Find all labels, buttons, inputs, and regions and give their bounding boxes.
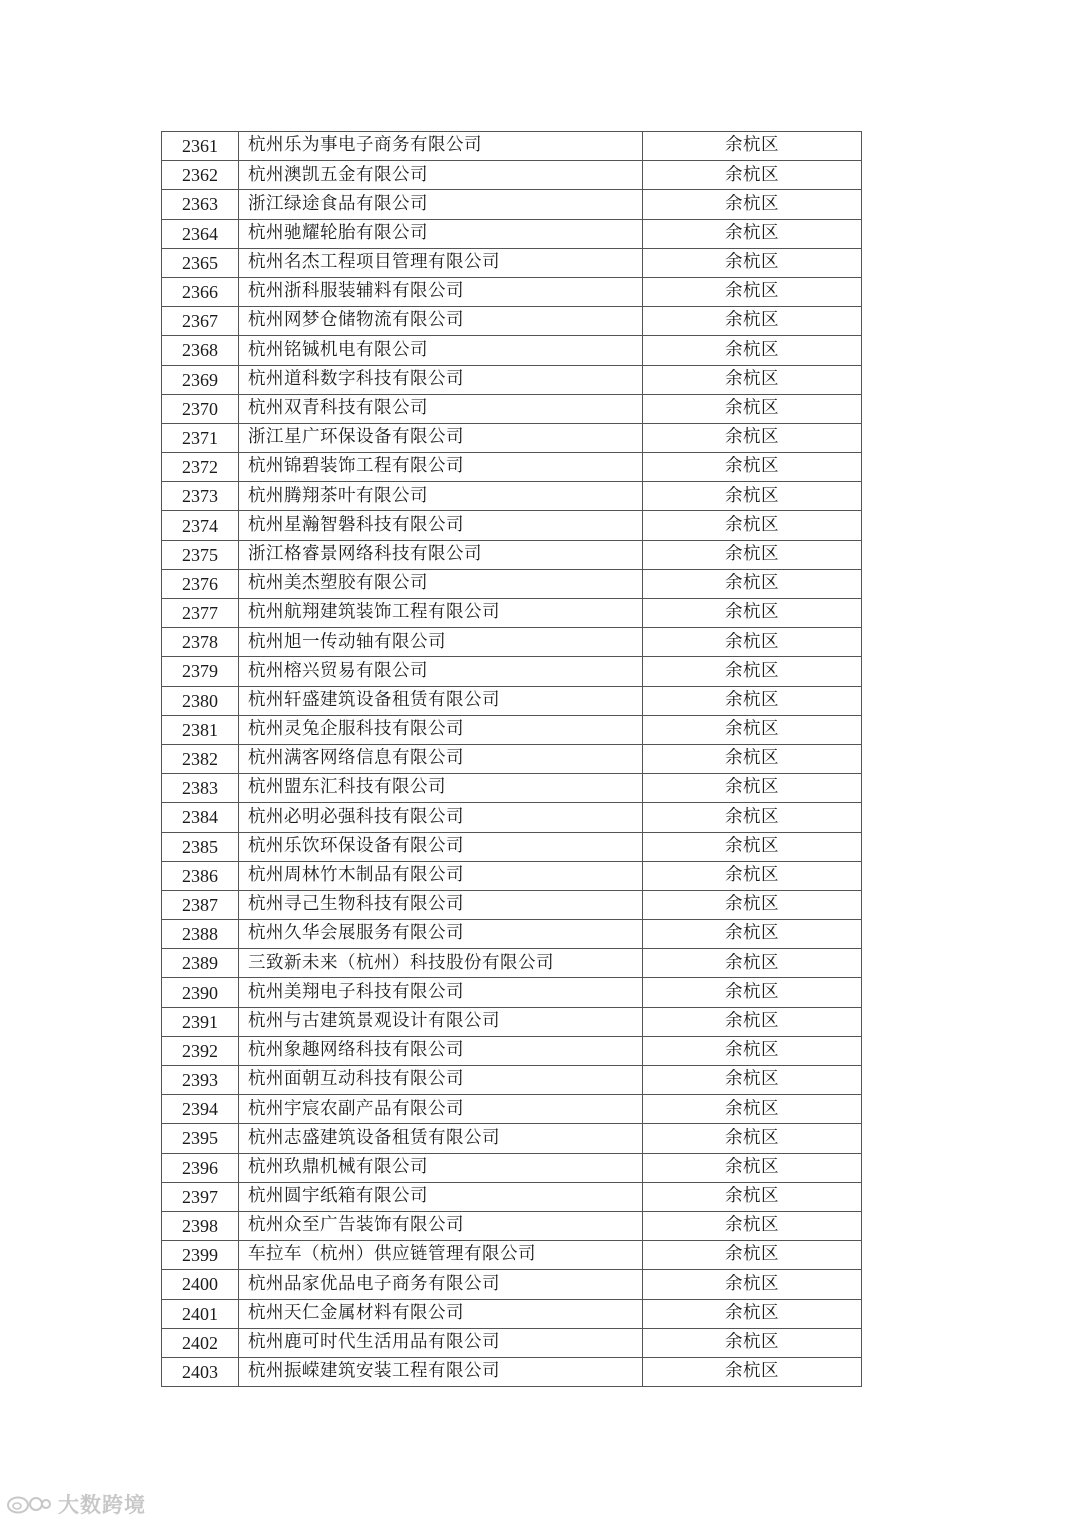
row-number-cell: 2373 — [162, 482, 239, 511]
company-name-cell: 杭州星瀚智磐科技有限公司 — [239, 511, 643, 540]
table-row — [162, 1211, 862, 1240]
company-name-cell: 杭州众至广告装饰有限公司 — [239, 1211, 643, 1240]
district-cell: 余杭区 — [643, 715, 862, 744]
table-row — [162, 132, 862, 161]
table-row — [162, 190, 862, 219]
company-name-cell: 杭州与古建筑景观设计有限公司 — [239, 1007, 643, 1036]
table-row — [162, 1299, 862, 1328]
district-cell: 余杭区 — [643, 453, 862, 482]
company-name-cell: 杭州志盛建筑设备租赁有限公司 — [239, 1124, 643, 1153]
table-row — [162, 1095, 862, 1124]
row-number-cell: 2399 — [162, 1241, 239, 1270]
district-cell: 余杭区 — [643, 394, 862, 423]
district-cell: 余杭区 — [643, 132, 862, 161]
company-table — [161, 131, 862, 1387]
company-name-cell: 杭州名杰工程项目管理有限公司 — [239, 248, 643, 277]
table-row — [162, 248, 862, 277]
district-cell: 余杭区 — [643, 307, 862, 336]
table-row — [162, 307, 862, 336]
table-row — [162, 920, 862, 949]
company-name-cell: 杭州面朝互动科技有限公司 — [239, 1066, 643, 1095]
table-row — [162, 657, 862, 686]
weibo-logo-icon — [6, 1493, 52, 1515]
row-number-cell: 2395 — [162, 1124, 239, 1153]
company-name-cell: 杭州天仁金属材料有限公司 — [239, 1299, 643, 1328]
district-cell: 余杭区 — [643, 1124, 862, 1153]
row-number-cell: 2382 — [162, 744, 239, 773]
district-cell: 余杭区 — [643, 949, 862, 978]
district-cell: 余杭区 — [643, 599, 862, 628]
table-row — [162, 832, 862, 861]
district-cell: 余杭区 — [643, 219, 862, 248]
company-name-cell: 杭州振嵘建筑安装工程有限公司 — [239, 1357, 643, 1386]
company-name-cell: 杭州澳凯五金有限公司 — [239, 161, 643, 190]
watermark-text: 大数跨境 — [58, 1493, 146, 1517]
table-row — [162, 569, 862, 598]
watermark — [6, 1489, 146, 1519]
row-number-cell: 2400 — [162, 1270, 239, 1299]
row-number-cell: 2388 — [162, 920, 239, 949]
row-number-cell: 2361 — [162, 132, 239, 161]
company-name-cell: 杭州灵兔企服科技有限公司 — [239, 715, 643, 744]
district-cell: 余杭区 — [643, 482, 862, 511]
company-name-cell: 杭州久华会展服务有限公司 — [239, 920, 643, 949]
table-row — [162, 1270, 862, 1299]
table-row — [162, 744, 862, 773]
company-name-cell: 车拉车（杭州）供应链管理有限公司 — [239, 1241, 643, 1270]
table-row — [162, 599, 862, 628]
district-cell: 余杭区 — [643, 511, 862, 540]
company-name-cell: 杭州旭一传动轴有限公司 — [239, 628, 643, 657]
district-cell: 余杭区 — [643, 190, 862, 219]
row-number-cell: 2402 — [162, 1328, 239, 1357]
company-name-cell: 杭州轩盛建筑设备租赁有限公司 — [239, 686, 643, 715]
district-cell: 余杭区 — [643, 423, 862, 452]
row-number-cell: 2366 — [162, 277, 239, 306]
district-cell: 余杭区 — [643, 628, 862, 657]
table-row — [162, 890, 862, 919]
company-name-cell: 杭州象趣网络科技有限公司 — [239, 1036, 643, 1065]
company-name-cell: 杭州锦碧装饰工程有限公司 — [239, 453, 643, 482]
row-number-cell: 2378 — [162, 628, 239, 657]
table-row — [162, 861, 862, 890]
table-row — [162, 686, 862, 715]
district-cell: 余杭区 — [643, 1007, 862, 1036]
row-number-cell: 2362 — [162, 161, 239, 190]
row-number-cell: 2364 — [162, 219, 239, 248]
table-row — [162, 482, 862, 511]
row-number-cell: 2375 — [162, 540, 239, 569]
row-number-cell: 2369 — [162, 365, 239, 394]
table-row — [162, 1357, 862, 1386]
company-name-cell: 杭州必明必强科技有限公司 — [239, 803, 643, 832]
company-name-cell: 杭州道科数字科技有限公司 — [239, 365, 643, 394]
company-name-cell: 杭州美翔电子科技有限公司 — [239, 978, 643, 1007]
table-row — [162, 628, 862, 657]
row-number-cell: 2379 — [162, 657, 239, 686]
table-row — [162, 1241, 862, 1270]
company-name-cell: 杭州宇宸农副产品有限公司 — [239, 1095, 643, 1124]
table-row — [162, 1153, 862, 1182]
row-number-cell: 2372 — [162, 453, 239, 482]
district-cell: 余杭区 — [643, 540, 862, 569]
company-name-cell: 杭州寻己生物科技有限公司 — [239, 890, 643, 919]
district-cell: 余杭区 — [643, 1328, 862, 1357]
district-cell: 余杭区 — [643, 1066, 862, 1095]
table-row — [162, 540, 862, 569]
district-cell: 余杭区 — [643, 1299, 862, 1328]
company-name-cell: 杭州浙科服装辅料有限公司 — [239, 277, 643, 306]
table-row — [162, 394, 862, 423]
row-number-cell: 2374 — [162, 511, 239, 540]
table-row — [162, 511, 862, 540]
table-row — [162, 161, 862, 190]
row-number-cell: 2367 — [162, 307, 239, 336]
district-cell: 余杭区 — [643, 686, 862, 715]
row-number-cell: 2377 — [162, 599, 239, 628]
district-cell: 余杭区 — [643, 657, 862, 686]
district-cell: 余杭区 — [643, 365, 862, 394]
company-name-cell: 杭州双青科技有限公司 — [239, 394, 643, 423]
row-number-cell: 2380 — [162, 686, 239, 715]
row-number-cell: 2384 — [162, 803, 239, 832]
district-cell: 余杭区 — [643, 890, 862, 919]
table-row — [162, 1007, 862, 1036]
company-name-cell: 杭州乐为事电子商务有限公司 — [239, 132, 643, 161]
row-number-cell: 2386 — [162, 861, 239, 890]
row-number-cell: 2397 — [162, 1182, 239, 1211]
row-number-cell: 2403 — [162, 1357, 239, 1386]
district-cell: 余杭区 — [643, 1211, 862, 1240]
district-cell: 余杭区 — [643, 803, 862, 832]
table-row — [162, 1124, 862, 1153]
table-row — [162, 1182, 862, 1211]
table-row — [162, 1328, 862, 1357]
row-number-cell: 2392 — [162, 1036, 239, 1065]
row-number-cell: 2389 — [162, 949, 239, 978]
table-body — [162, 132, 862, 1387]
company-name-cell: 杭州盟东汇科技有限公司 — [239, 774, 643, 803]
row-number-cell: 2390 — [162, 978, 239, 1007]
row-number-cell: 2376 — [162, 569, 239, 598]
table-row — [162, 803, 862, 832]
district-cell: 余杭区 — [643, 920, 862, 949]
row-number-cell: 2393 — [162, 1066, 239, 1095]
table-row — [162, 453, 862, 482]
company-name-cell: 杭州腾翔茶叶有限公司 — [239, 482, 643, 511]
company-name-cell: 杭州铭铖机电有限公司 — [239, 336, 643, 365]
row-number-cell: 2398 — [162, 1211, 239, 1240]
company-name-cell: 浙江格睿景网络科技有限公司 — [239, 540, 643, 569]
table-row — [162, 978, 862, 1007]
district-cell: 余杭区 — [643, 774, 862, 803]
company-name-cell: 杭州品家优品电子商务有限公司 — [239, 1270, 643, 1299]
district-cell: 余杭区 — [643, 832, 862, 861]
table-row — [162, 277, 862, 306]
district-cell: 余杭区 — [643, 861, 862, 890]
company-name-cell: 杭州乐饮环保设备有限公司 — [239, 832, 643, 861]
district-cell: 余杭区 — [643, 978, 862, 1007]
table-row — [162, 336, 862, 365]
company-name-cell: 杭州驰耀轮胎有限公司 — [239, 219, 643, 248]
row-number-cell: 2363 — [162, 190, 239, 219]
company-name-cell: 杭州航翔建筑装饰工程有限公司 — [239, 599, 643, 628]
company-name-cell: 杭州榕兴贸易有限公司 — [239, 657, 643, 686]
row-number-cell: 2394 — [162, 1095, 239, 1124]
company-name-cell: 杭州周林竹木制品有限公司 — [239, 861, 643, 890]
district-cell: 余杭区 — [643, 1036, 862, 1065]
district-cell: 余杭区 — [643, 277, 862, 306]
table-row — [162, 774, 862, 803]
district-cell: 余杭区 — [643, 1270, 862, 1299]
company-name-cell: 杭州美杰塑胶有限公司 — [239, 569, 643, 598]
company-name-cell: 浙江星广环保设备有限公司 — [239, 423, 643, 452]
district-cell: 余杭区 — [643, 248, 862, 277]
table-row — [162, 1036, 862, 1065]
row-number-cell: 2401 — [162, 1299, 239, 1328]
district-cell: 余杭区 — [643, 1182, 862, 1211]
district-cell: 余杭区 — [643, 1095, 862, 1124]
table-row — [162, 423, 862, 452]
row-number-cell: 2368 — [162, 336, 239, 365]
district-cell: 余杭区 — [643, 1357, 862, 1386]
row-number-cell: 2371 — [162, 423, 239, 452]
company-name-cell: 杭州圆宇纸箱有限公司 — [239, 1182, 643, 1211]
district-cell: 余杭区 — [643, 1153, 862, 1182]
row-number-cell: 2383 — [162, 774, 239, 803]
district-cell: 余杭区 — [643, 1241, 862, 1270]
company-name-cell: 三致新未来（杭州）科技股份有限公司 — [239, 949, 643, 978]
row-number-cell: 2385 — [162, 832, 239, 861]
district-cell: 余杭区 — [643, 161, 862, 190]
row-number-cell: 2387 — [162, 890, 239, 919]
district-cell: 余杭区 — [643, 744, 862, 773]
row-number-cell: 2381 — [162, 715, 239, 744]
row-number-cell: 2396 — [162, 1153, 239, 1182]
row-number-cell: 2365 — [162, 248, 239, 277]
table-row — [162, 949, 862, 978]
district-cell: 余杭区 — [643, 569, 862, 598]
company-name-cell: 杭州玖鼎机械有限公司 — [239, 1153, 643, 1182]
table-row — [162, 1066, 862, 1095]
company-name-cell: 杭州鹿可时代生活用品有限公司 — [239, 1328, 643, 1357]
company-name-cell: 浙江绿途食品有限公司 — [239, 190, 643, 219]
table-row — [162, 715, 862, 744]
row-number-cell: 2391 — [162, 1007, 239, 1036]
district-cell: 余杭区 — [643, 336, 862, 365]
company-name-cell: 杭州网梦仓储物流有限公司 — [239, 307, 643, 336]
table-row — [162, 219, 862, 248]
company-name-cell: 杭州满客网络信息有限公司 — [239, 744, 643, 773]
table-row — [162, 365, 862, 394]
row-number-cell: 2370 — [162, 394, 239, 423]
